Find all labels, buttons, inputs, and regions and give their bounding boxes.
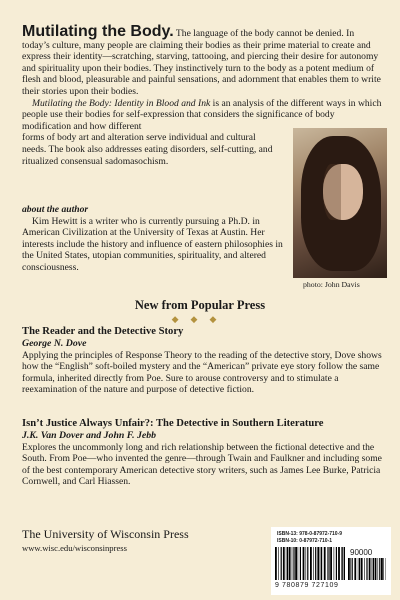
photo-credit: photo: John Davis xyxy=(303,280,360,289)
barcode-icon xyxy=(275,547,345,580)
description-paragraph-1 xyxy=(22,23,384,98)
about-the-author xyxy=(22,204,284,274)
book-blurb: Applying the principles of Response Theory to the reading of the detective story, Dove shows how the “English” soft-boiled mystery and the “American” private eye story follow the same formula, inherited directly from Poe. Sure to arouse controversy and to stimulate a reexamination of the nature and purpose of detective fiction. xyxy=(22,349,382,396)
book-blurb: Explores the uncommonly long and rich relationship between the fictional detective and the South. From Poe—who invented the genre—through Twain and Faulkner and including some of the best contemporary American detective story writers, such as James Lee Burke, Patricia Cornwell, and Carl Hiassen. xyxy=(22,441,382,488)
book-author: J.K. Van Dover and John F. Jebb xyxy=(22,430,157,441)
promoted-book-2 xyxy=(22,418,384,487)
author-photo-shadow xyxy=(323,164,341,220)
book-title: The Reader and the Detective Story xyxy=(22,326,184,337)
description-paragraph-2-b: forms of body art and alteration serve individual and cultural needs. The book also addresses eating disorders, self-cutting, and ritualized consensual sadomasochism. xyxy=(22,132,273,167)
isbn-10: ISBN-10: 0-87972-710-1 xyxy=(277,538,333,544)
publisher-url: www.wisc.edu/wisconsinpress xyxy=(22,543,127,553)
author-photo xyxy=(293,128,387,278)
barcode-number: 9 780879 727109 xyxy=(275,582,339,589)
description-paragraph-2-a: is an analysis of the different ways in which people use their bodies for self-expression that considers the significance of body modification and how different xyxy=(22,97,382,132)
about-heading: about the author xyxy=(22,204,89,215)
section-title: New from Popular Press xyxy=(134,298,266,312)
book-title: Isn’t Justice Always Unfair?: The Detective in Southern Literature xyxy=(22,418,324,429)
price-barcode-icon xyxy=(348,558,386,580)
diamond-ornament-icon: ◆◆◆ xyxy=(171,314,229,324)
book-author: George N. Dove xyxy=(22,338,87,349)
about-text: Kim Hewitt is a writer who is currently pursuing a Ph.D. in American Civilization at the University of Texas at Austin. Her interests include the history and influence of eastern philosophies in the United States, utopian communities, spirituality, and altered consciousness. xyxy=(22,215,283,273)
publisher-name: The University of Wisconsin Press xyxy=(22,527,189,541)
isbn-13: ISBN-13: 978-0-87972-710-9 xyxy=(277,531,343,537)
lead-text: The language of the body cannot be denied. In today’s culture, many people are claiming their bodies as their prime material to create and express their identity—scratching, starving, tattooing, and piercing their desire for autonomy and spirituality upon their bodies. They instinctively turn to the body as a potent medium of flesh and blood, pleasurable and painful sensations, and adornment that enables them to write their stories upon their bodies. xyxy=(22,28,381,97)
price-code: 90000 xyxy=(350,548,373,557)
lead-title: Mutilating the Body. xyxy=(22,23,174,40)
book-title-italic: Mutilating the Body: Identity in Blood and Ink xyxy=(32,97,211,109)
promoted-book-1 xyxy=(22,326,384,395)
